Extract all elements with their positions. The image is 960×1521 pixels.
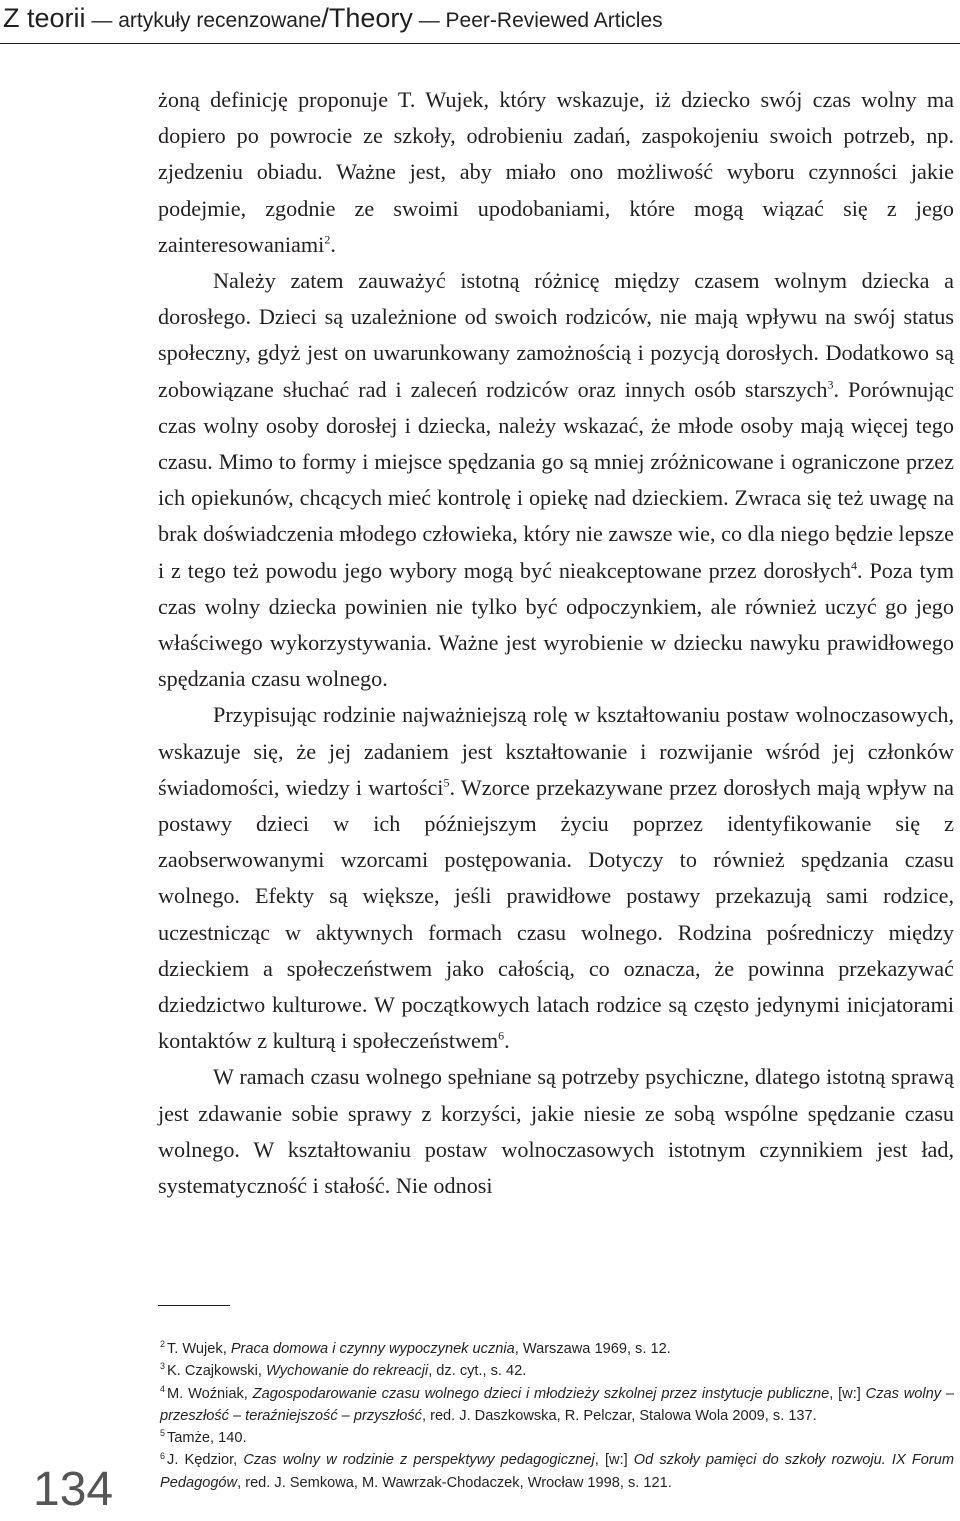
footnote-title: Zagospodarowanie czasu wolnego dzieci i młodzieży szkolnej przez instytucje publiczne: [252, 1385, 830, 1402]
footnote-details: , Warszawa 1969, s. 12.: [514, 1341, 671, 1357]
footnote-title: Od szkoły pamięci do szkoły rozwoju. IX Forum Pedagogów: [160, 1452, 954, 1491]
footnote-details: , [w:]: [829, 1385, 866, 1402]
paragraph-text: żoną definicję proponuje T. Wujek, który wskazuje, iż dziecko swój czas wolny ma dopiero po powrocie ze szkoły, odrobieniu zadań, zaspokojeniu swoich potrzeb, np. zjedzeniu obiadu. Ważne jest, aby miało ono możliwość wyboru czynności jakie podejmie, zgodnie ze swoimi upodobaniami, które mogą wiązać się z jego zainteresowaniami: [158, 87, 954, 257]
footnote-number: 2: [160, 1339, 166, 1350]
footnote-number: 3: [160, 1361, 166, 1372]
footnote-number: 4: [160, 1383, 166, 1394]
footnote-number: 6: [160, 1450, 166, 1461]
paragraph: [158, 1059, 954, 1204]
footnote-title: Czas wolny – przeszłość – teraźniejszość – przyszłość: [160, 1385, 955, 1424]
footnote-author: J. Kędzior,: [167, 1452, 244, 1469]
paragraph-text: Przypisując rodzinie najważniejszą rolę w kształtowaniu postaw wolnoczasowych, wskazuje się, że jej zadaniem jest kształtowanie i rozwijanie wśród jej członków świadomości, wiedzy i wartości: [158, 702, 954, 800]
paragraph-text: W ramach czasu wolnego spełniane są potrzeby psychiczne, dlatego istotną sprawą jest zdawanie sobie sprawy z korzyści, jakie niesie ze sobą wspólne spędzanie czasu wolnego. W kształtowaniu postaw wolnoczasowych istotnym czynnikiem jest ład, systematyczność i stałość. Nie odnosi: [158, 1064, 954, 1199]
header-text: [3, 3, 663, 34]
header-dash: —: [412, 9, 446, 32]
paragraph-text: . Poza tym czas wolny dziecka powinien nie tylko być odpoczynkiem, ale również uczyć go jego właściwego wykorzystywania. Ważne jest wyrobienie w dziecku nawyku prawidłowego spędzania czasu wolnego.: [158, 557, 954, 692]
header-section-pl: Z teorii: [3, 3, 86, 33]
paragraph-text: .: [504, 1028, 510, 1054]
footnote-author: T. Wujek,: [167, 1341, 231, 1357]
footnote-details: , red. J. Daszkowska, R. Pelczar, Stalowa Wola 2009, s. 137.: [421, 1407, 817, 1424]
paragraph-text: . Wzorce przekazywane przez dorosłych mają wpływ na postawy dzieci w ich późniejszym życiu poprzez identyfikowanie się z zaobserwowanymi wzorcami postępowania. Dotyczy to również spędzania czasu wolnego. Efekty są większe, jeśli prawidłowe postawy przekazują sami rodzice, uczestnicząc w aktywnych formach czasu wolnego. Rodzina pośredniczy między dzieckiem a społeczeństwem jako całością, co oznacza, że powinna przekazywać dziedzictwo kulturowe. W początkowych latach rodzice są często jedynymi inicjatorami kontaktów z kulturą i społeczeństwem: [158, 774, 954, 1054]
page-number: 134: [33, 1463, 114, 1516]
footnote: [160, 1427, 954, 1449]
paragraph-text: .: [330, 231, 336, 257]
article-body: [158, 82, 954, 1204]
footnote-ref: 5: [443, 775, 450, 790]
footnote: [160, 1360, 954, 1382]
footnote: [160, 1449, 954, 1494]
footnote-ref: 6: [498, 1028, 505, 1043]
paragraph: [158, 82, 954, 263]
footnote-title: Wychowanie do rekreacji: [265, 1363, 429, 1380]
footnote-number: 5: [160, 1428, 166, 1439]
footnote-details: , [w:]: [594, 1452, 634, 1469]
running-header: [0, 0, 960, 45]
footnote: [160, 1338, 954, 1360]
footnote-author: M. Woźniak,: [167, 1385, 253, 1402]
footnote-ref: 2: [324, 232, 331, 247]
header-rule: [0, 43, 960, 44]
paragraph: [158, 697, 954, 1059]
footnote-details: , dz. cyt., s. 42.: [428, 1363, 527, 1380]
footnote-details: Tamże, 140.: [167, 1430, 247, 1447]
footnote-title: Praca domowa i czynny wypoczynek ucznia: [230, 1341, 515, 1357]
header-slash: /: [321, 3, 329, 33]
footnote-divider: [158, 1305, 230, 1306]
paragraph-text: Należy zatem zauważyć istotną różnicę między czasem wolnym dziecka a dorosłego. Dzieci są uzależnione od swoich rodziców, nie mają wpływu na swój status społeczny, gdyż jest on uwarunkowany zamożnością i pozycją dorosłych. Dodatkowo są zobowiązane słuchać rad i zaleceń rodziców oraz innych osób starszych: [158, 268, 954, 402]
footnote-details: , red. J. Semkowa, M. Wawrzak-Chodaczek, Wrocław 1998, s. 121.: [237, 1474, 672, 1491]
footnote-author: K. Czajkowski,: [167, 1363, 266, 1380]
paragraph: [158, 263, 954, 697]
footnote: [160, 1383, 954, 1428]
header-section-en: Theory: [328, 3, 413, 33]
footnote-ref: 4: [851, 558, 858, 573]
paragraph-text: . Porównując czas wolny osoby dorosłej i dziecka, należy wskazać, że młode osoby mają więcej tego czasu. Mimo to formy i miejsce spędzania go są mniej zróżnicowane i ograniczone przez ich opiekunów, chcących mieć kontrolę i opiekę nad dzieckiem. Zwraca się też uwagę na brak doświadczenia młodego człowieka, który nie zawsze wie, co dla niego będzie lepsze i z tego też powodu jego wybory mogą być nieakceptowane przez dorosłych: [158, 376, 954, 583]
footnotes: [160, 1338, 954, 1494]
footnote-title: Czas wolny w rodzinie z perspektywy pedagogicznej: [243, 1452, 595, 1469]
header-dash: —: [85, 9, 119, 32]
header-subsection-pl: artykuły recenzowane: [118, 9, 322, 32]
header-subsection-en: Peer-Reviewed Articles: [445, 9, 663, 32]
footnote-ref: 3: [827, 377, 834, 392]
